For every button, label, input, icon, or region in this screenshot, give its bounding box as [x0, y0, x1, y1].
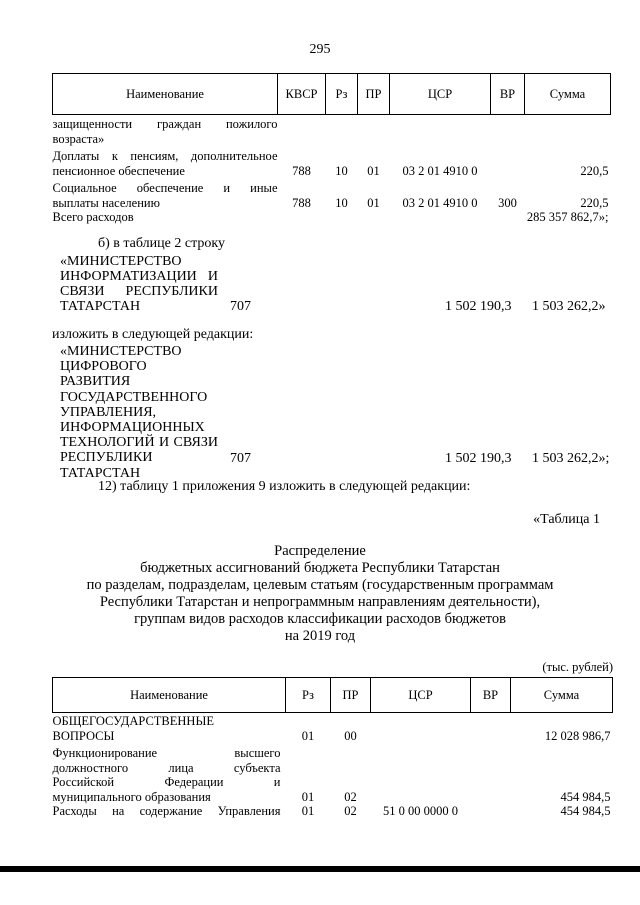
cell-kvsr: 788	[292, 163, 311, 178]
row-name-line: должностного лица субъекта	[52, 760, 281, 775]
table-row	[53, 804, 613, 819]
new-row-line: «МИНИСТЕРСТВО	[60, 344, 182, 359]
row-name-line: ВОПРОСЫ	[52, 728, 115, 743]
header-cell: ЦСР	[371, 678, 471, 713]
header-cell: ПР	[358, 74, 390, 115]
cell-kvsr: 788	[292, 195, 311, 210]
row-name-line: Доплаты к пенсиям, дополнительное	[52, 149, 278, 163]
cell-vr	[491, 115, 525, 147]
row-name	[53, 115, 278, 147]
cell-vr	[491, 210, 525, 225]
new-row-value-2: 1 503 262,2»;	[532, 451, 610, 466]
cell-vr	[471, 743, 511, 804]
new-row-line: РЕСПУБЛИКИ	[60, 450, 153, 466]
cell-csr	[371, 743, 471, 804]
table-label: «Таблица 1	[533, 512, 600, 527]
row-name	[53, 210, 278, 225]
new-row-line: ГОСУДАРСТВЕННОГО	[60, 389, 208, 405]
amendment-intro: б) в таблице 2 строку	[98, 236, 225, 251]
cell-csr	[371, 713, 471, 744]
header-cell: ПР	[331, 678, 371, 713]
row-name-line: муниципального образования	[52, 789, 211, 804]
old-row-line: «МИНИСТЕРСТВО	[60, 254, 182, 269]
old-row-code: 707	[230, 299, 251, 314]
cell-rz: 10	[335, 163, 348, 178]
table-row	[53, 210, 611, 225]
table-row	[53, 115, 611, 147]
cell-sum: 12 028 986,7	[544, 728, 611, 743]
units-label: (тыс. рублей)	[542, 660, 613, 674]
table-row	[53, 713, 613, 744]
old-row-line: ТАТАРСТАН	[60, 299, 141, 314]
cell-pr: 02	[344, 804, 357, 818]
cell-rz: 01	[301, 804, 315, 818]
cell-sum: 285 357 862,7»;	[526, 210, 609, 224]
caption-line: по разделам, подразделам, целевым статьям (государственным программам	[86, 577, 554, 593]
cell-kvsr	[278, 210, 326, 225]
old-row-line: СВЯЗИ РЕСПУБЛИКИ	[60, 284, 218, 299]
cell-sum: 220,5	[580, 195, 609, 210]
old-row-line: ИНФОРМАТИЗАЦИИ И	[60, 269, 218, 284]
cell-sum: 454 984,5	[560, 789, 611, 804]
new-row-code: 707	[230, 451, 251, 466]
row-name	[53, 804, 286, 819]
row-name-line: Расходы на содержание Управления	[52, 804, 281, 818]
table-row	[53, 178, 611, 210]
caption-title: Распределение	[274, 543, 366, 559]
row-name	[53, 146, 278, 178]
cell-csr	[390, 210, 491, 225]
row-name	[53, 713, 286, 744]
cell-rz	[326, 115, 358, 147]
cell-rz: 01	[301, 728, 315, 743]
item-12-instruction: 12) таблицу 1 приложения 9 изложить в следующей редакции:	[98, 479, 471, 494]
budget-distribution-table	[52, 677, 613, 819]
cell-csr: 03 2 01 4910 0	[402, 163, 478, 178]
header-cell: ВР	[471, 678, 511, 713]
cell-rz	[326, 210, 358, 225]
header-cell: Сумма	[525, 74, 611, 115]
cell-kvsr	[278, 115, 326, 147]
caption-line: бюджетных ассигнований бюджета Республики Татарстан	[140, 560, 500, 576]
cell-pr: 00	[344, 728, 357, 743]
caption-line: группам видов расходов классификации расходов бюджетов	[134, 611, 506, 627]
cell-sum: 454 984,5	[560, 804, 611, 818]
cell-csr: 03 2 01 4910 0	[402, 195, 478, 210]
replace-instruction: изложить в следующей редакции:	[52, 327, 254, 342]
cell-csr	[390, 115, 491, 147]
new-row-line: УПРАВЛЕНИЯ,	[60, 404, 157, 420]
new-row-line: ИНФОРМАЦИОННЫХ	[60, 420, 205, 436]
row-name-line: защищенности граждан пожилого	[52, 117, 278, 131]
new-row-line: ЦИФРОВОГО РАЗВИТИЯ	[60, 359, 147, 390]
cell-vr	[471, 713, 511, 744]
header-cell: КВСР	[278, 74, 326, 115]
row-name-line: пенсионное обеспечение	[52, 163, 185, 178]
page-number: 295	[309, 42, 331, 57]
table-header-row	[53, 74, 611, 115]
new-row-line: ТЕХНОЛОГИЙ И СВЯЗИ	[60, 435, 218, 451]
cell-sum: 220,5	[580, 163, 609, 178]
old-row-block	[60, 254, 218, 314]
row-name-line: Социальное обеспечение и иные	[52, 181, 278, 195]
page-bottom-border	[0, 866, 640, 872]
caption-line: на 2019 год	[284, 628, 356, 644]
row-name	[53, 743, 286, 804]
header-cell: ВР	[491, 74, 525, 115]
header-cell: Рз	[286, 678, 331, 713]
header-cell: ЦСР	[390, 74, 491, 115]
new-row-value-1: 1 502 190,3	[445, 451, 512, 466]
header-cell: Рз	[326, 74, 358, 115]
cell-vr	[491, 146, 525, 178]
row-name-line: Функционирование высшего	[52, 746, 281, 760]
header-cell: Наименование	[53, 678, 286, 713]
cell-csr: 51 0 00 0000 0	[383, 804, 458, 818]
cell-rz: 01	[301, 789, 315, 804]
row-name	[53, 178, 278, 210]
cell-rz: 10	[335, 195, 348, 210]
cell-pr: 01	[367, 163, 380, 178]
cell-pr	[358, 210, 390, 225]
expenses-table	[52, 73, 611, 225]
cell-pr	[358, 115, 390, 147]
caption-line: Республики Татарстан и непрограммным направлениям деятельности),	[99, 594, 541, 610]
cell-pr: 01	[367, 195, 380, 210]
old-row-value-1: 1 502 190,3	[445, 299, 512, 314]
cell-sum	[525, 115, 611, 147]
old-row-value-2: 1 503 262,2»	[532, 299, 606, 314]
new-row-line: ТАТАРСТАН	[60, 465, 141, 481]
cell-vr	[471, 804, 511, 819]
cell-vr: 300	[498, 195, 517, 210]
row-name-line: Всего расходов	[52, 210, 134, 224]
table-row	[53, 146, 611, 178]
row-name-line: Российской Федерации и	[52, 775, 281, 789]
row-name-line: возраста»	[52, 131, 105, 146]
header-cell: Наименование	[53, 74, 278, 115]
cell-pr: 02	[344, 789, 357, 804]
row-name-line: выплаты населению	[52, 195, 160, 210]
header-cell: Сумма	[511, 678, 613, 713]
table-row	[53, 743, 613, 804]
row-name-line: ОБЩЕГОСУДАРСТВЕННЫЕ	[52, 714, 214, 728]
table-header-row	[53, 678, 613, 713]
new-row-block	[60, 344, 218, 481]
